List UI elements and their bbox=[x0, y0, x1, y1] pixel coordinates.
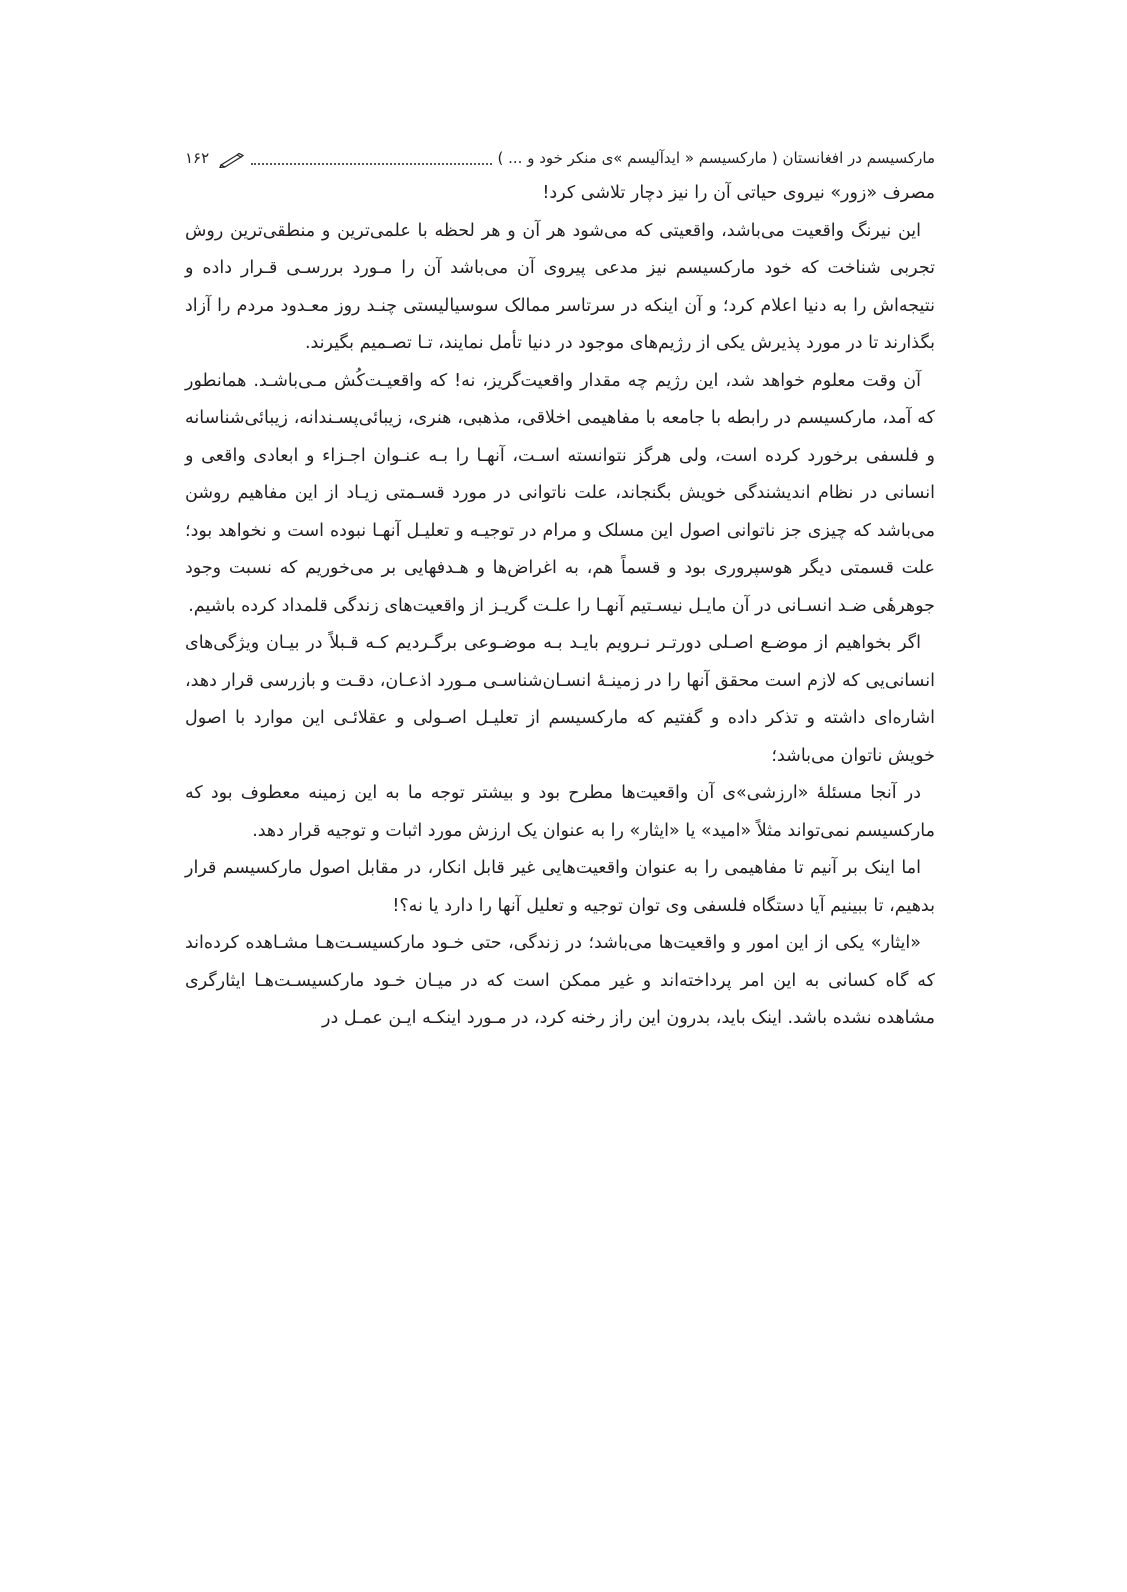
paragraph: این نیرنگ واقعیت می‌باشد، واقعیتی که می‌شود هر آن و هر لحظه با علمی‌ترین و منطقی‌ترین روش تجربی شناخت که خود مارکسیسم نیز مدعی پیروی آن می‌باشد آن را مـورد بررسـی قـرار داده و نتیجه‌اش را به دنیا اعلام کرد؛ و آن اینکه در سرتاسر ممالک سوسیالیستی چنـد روز معـدود مردم را آزاد بگذارند تا در مورد پذیرش یکی از رژیم‌های موجود در دنیا تأمل نمایند، تـا تصـمیم بگیرند. bbox=[185, 220, 935, 353]
paragraph: آن وقت معلوم خواهد شد، این رژیم چه مقدار واقعیت‌گریز، نه! که واقعیـت‌کُش مـی‌باشـد. همانطور که آمد، مارکسیسم در رابطه با جامعه با مفاهیمی اخلاقی، مذهبی، هنری، زیبائی‌پسـندانه، زیبائی‌شناسانه و فلسفی برخورد کرده است، ولی هرگز نتوانسته اسـت، آنهـا را بـه عنـوان اجـزاء و ابعادی واقعی و انسانی در نظام اندیشندگی خویش بگنجاند، علت ناتوانی در مورد قسـمتی زیـاد از این مفاهیم روشن می‌باشد که چیزی جز ناتوانی اصول این مسلک و مرام در توجیـه و تعلیـل آنهـا نبوده است و نخواهد بود؛ علت قسمتی دیگر هوسپروری بود و قسماً هم، به اغراض‌ها و هـدفهایی بر می‌خوریم که نسبت وجود جوهرهٔی ضـد انسـانی در آن مایـل نیسـتیم آنهـا را علـت گریـز از واقعیت‌های زندگی قلمداد کرده باشیم. bbox=[185, 370, 935, 616]
paragraph: مصرف «زور» نیروی حیاتی آن را نیز دچار تلاشی کرد! bbox=[542, 183, 935, 203]
running-header bbox=[185, 145, 935, 171]
header-title: مارکسیسم در افغانستان ( مارکسیسم « ایدآلیسم »ی منکر خود و ... ) bbox=[497, 149, 935, 167]
pen-icon bbox=[219, 150, 245, 166]
paragraph: در آنجا مسئلهٔ «ارزشی»ی آن واقعیت‌ها مطرح بود و بیشتر توجه ما به این زمینه معطوف بود که مارکسیسم نمی‌تواند مثلاً «امید» یا «ایثار» را به عنوان یک ارزش مورد اثبات و توجیه قرار دهد. bbox=[185, 783, 935, 841]
page-number: ۱۶۲ bbox=[185, 149, 210, 167]
body-text bbox=[185, 175, 935, 1038]
header-dot-leader bbox=[251, 162, 491, 165]
paragraph: اما اینک بر آنیم تا مفاهیمی را به عنوان واقعیت‌هایی غیر قابل انکار، در مقابل اصول مارکسیسم قرار بدهیم، تا ببینیم آیا دستگاه فلسفی وی توان توجیه و تعلیل آنها را دارد یا نه؟! bbox=[185, 858, 935, 916]
paragraph: اگر بخواهیم از موضـع اصـلی دورتـر نـرویم بایـد بـه موضـوعی برگـردیم کـه قـبلاً در بیـان ویژگی‌های انسانی‌یی که لازم است محقق آنها را در زمینـهٔ انسـان‌شناسـی مـورد اذعـان، دقـت و بازرسی قرار دهد، اشاره‌ای داشته و تذکر داده و گفتیم که مارکسیسم از تعلیـل اصـولی و عقلائـی این موارد با اصول خویش ناتوان می‌باشد؛ bbox=[185, 633, 935, 766]
paragraph: «ایثار» یکی از این امور و واقعیت‌ها می‌باشد؛ در زندگی، حتی خـود مارکسیسـت‌هـا مشـاهده کرده‌اند که گاه کسانی به این امر پرداخته‌اند و غیر ممکن است که در میـان خـود مارکسیسـت‌هـا ایثارگری مشاهده نشده باشد. اینک باید، بدرون این راز رخنه کرد، در مـورد اینکـه ایـن عمـل در bbox=[185, 933, 935, 1028]
